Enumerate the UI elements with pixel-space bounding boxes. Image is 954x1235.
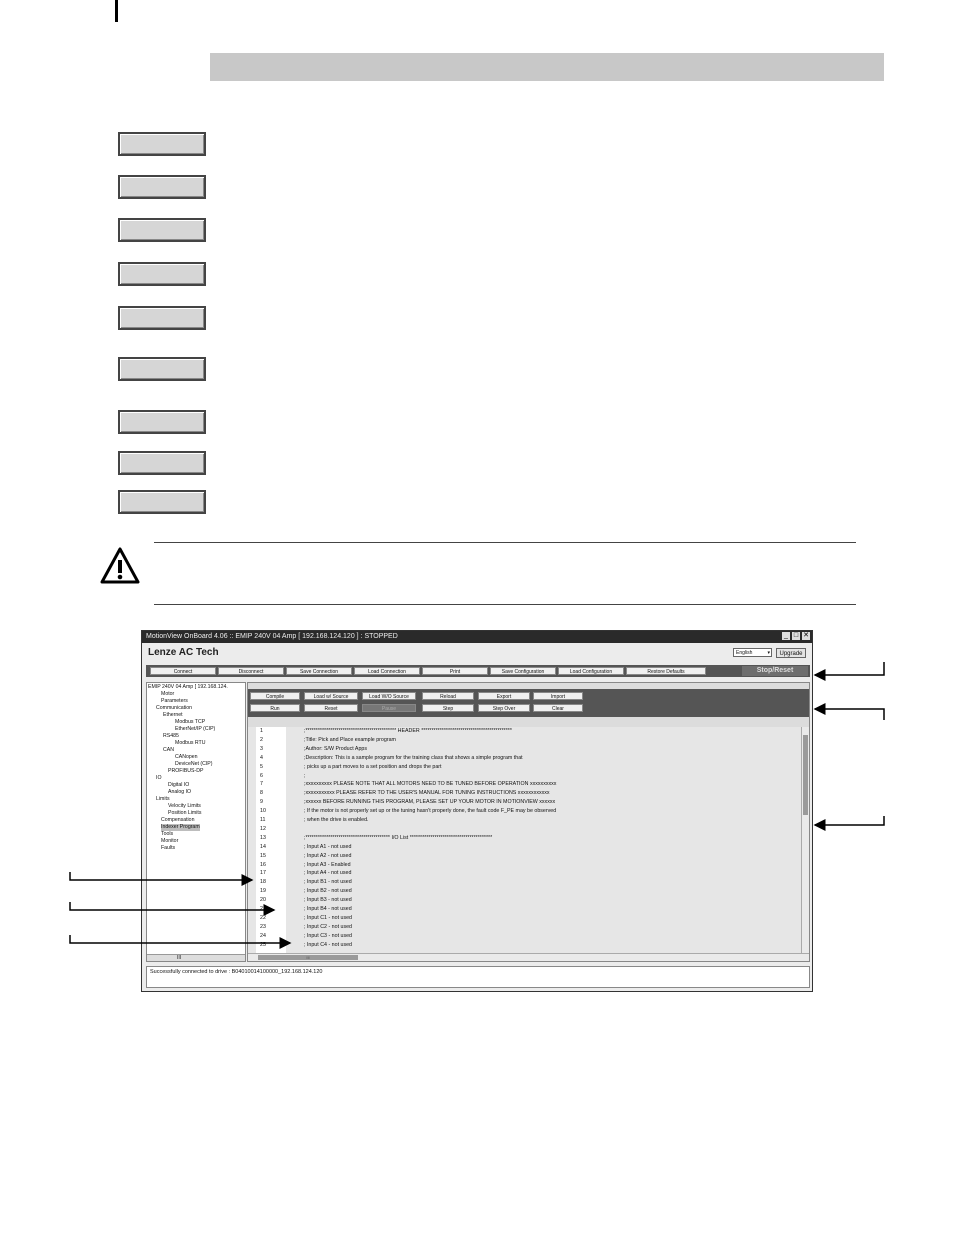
- close-icon[interactable]: ✕: [803, 632, 809, 639]
- chevron-down-icon: ▾: [767, 650, 770, 656]
- code-line[interactable]: ; Input C1 - not used: [304, 914, 352, 921]
- code-line[interactable]: ; Input C4 - not used: [304, 941, 352, 948]
- tree-item-limits[interactable]: Limits: [156, 796, 170, 802]
- line-number: 3: [260, 745, 263, 752]
- line-number: 19: [260, 888, 266, 895]
- line-number: 1: [260, 728, 263, 734]
- window-title: MotionView OnBoard 4.06 :: EMIP 240V 04 Amp [ 192.168.124.120 ] : STOPPED: [146, 633, 398, 640]
- line-number: 22: [260, 914, 266, 921]
- code-line[interactable]: ; Input A2 - not used: [304, 852, 352, 859]
- save-connection-button[interactable]: Save Connection: [286, 667, 352, 675]
- code-line[interactable]: ; Input B3 - not used: [304, 897, 352, 904]
- tree-item-digital-io[interactable]: Digital IO: [168, 782, 190, 788]
- tree-item-modbus-rtu[interactable]: Modbus RTU: [175, 740, 206, 746]
- line-number: 8: [260, 790, 263, 797]
- load-connection-button[interactable]: Load Connection: [354, 667, 420, 675]
- tree-item-analog-io[interactable]: Analog IO: [168, 789, 192, 795]
- brand-label: Lenze AC Tech: [148, 647, 219, 658]
- line-number: 23: [260, 923, 266, 930]
- tree-item-profibus[interactable]: PROFIBUS-DP: [168, 768, 204, 774]
- line-number: 20: [260, 897, 266, 904]
- line-number: 15: [260, 852, 266, 859]
- line-number: 18: [260, 879, 266, 886]
- save-configuration-button[interactable]: Save Configuration: [490, 667, 556, 675]
- line-number: 25: [260, 941, 266, 948]
- status-log: Successfully connected to drive : B04010014100000_192.168.124.120: [146, 966, 810, 988]
- print-button[interactable]: Print: [422, 667, 488, 675]
- code-line[interactable]: ; Input A4 - not used: [304, 870, 352, 877]
- import-button[interactable]: Import: [533, 692, 583, 700]
- code-line[interactable]: ; when the drive is enabled.: [304, 817, 369, 823]
- code-line[interactable]: ;: [304, 772, 306, 779]
- tree-item-position-limits[interactable]: Position Limits: [168, 810, 202, 816]
- code-line[interactable]: ;xxxxxx BEFORE RUNNING THIS PROGRAM, PLEASE SET UP YOUR MOTOR IN MOTIONVIEW xxxxxx: [304, 799, 556, 806]
- code-line[interactable]: ; picks up a part moves to a set position and drops the part: [304, 763, 442, 770]
- line-number: 2: [260, 736, 263, 743]
- horizontal-scroll-thumb[interactable]: III: [258, 955, 358, 960]
- arrow-code-text: [70, 932, 290, 943]
- line-number: 5: [260, 763, 263, 770]
- code-line[interactable]: ;******************************************** HEADER ********************************************: [304, 728, 512, 734]
- tree-item-canopen[interactable]: CANopen: [175, 754, 198, 760]
- arrow-editor-toolbar: [815, 709, 884, 720]
- tree-item-faults[interactable]: Faults: [161, 845, 176, 851]
- load-with-source-button[interactable]: Load w/ Source: [304, 692, 358, 700]
- pause-button[interactable]: Pause: [362, 704, 416, 712]
- line-number: 24: [260, 932, 266, 939]
- minimize-icon[interactable]: _: [782, 632, 790, 640]
- code-line[interactable]: ; Input C2 - not used: [304, 923, 352, 930]
- stop-reset-button[interactable]: Stop/Reset: [742, 666, 808, 676]
- tree-item-devicenet[interactable]: DeviceNet (CIP): [175, 761, 213, 767]
- restore-defaults-button[interactable]: Restore Defaults: [626, 667, 706, 675]
- clear-button[interactable]: Clear: [533, 704, 583, 712]
- line-number: 13: [260, 834, 266, 841]
- tree-item-modbus-tcp[interactable]: Modbus TCP: [175, 719, 206, 725]
- line-number: 6: [260, 772, 263, 779]
- reset-button[interactable]: Reset: [304, 704, 358, 712]
- tree-horizontal-scrollbar[interactable]: III: [147, 954, 245, 961]
- language-select[interactable]: English ▾: [733, 648, 772, 657]
- tree-item-rs485[interactable]: RS485: [163, 733, 179, 739]
- tree-item-drive[interactable]: EMIP 240V 04 Amp [ 192.168.124.: [148, 684, 228, 690]
- code-line[interactable]: ;Description: This is a sample program for the training class that shows a simple program that: [304, 754, 523, 761]
- run-button[interactable]: Run: [250, 704, 300, 712]
- tree-item-monitor[interactable]: Monitor: [161, 838, 179, 844]
- tree-item-tools[interactable]: Tools: [161, 831, 174, 837]
- code-line[interactable]: ;Author: S/W Product Apps: [304, 745, 368, 752]
- load-configuration-button[interactable]: Load Configuration: [558, 667, 624, 675]
- reload-button[interactable]: Reload: [422, 692, 474, 700]
- line-number: 12: [260, 825, 266, 832]
- disconnect-button[interactable]: Disconnect: [218, 667, 284, 675]
- arrow-stop-reset: [815, 662, 884, 675]
- maximize-icon[interactable]: □: [793, 632, 799, 639]
- arrow-gutter: [70, 872, 252, 880]
- tree-item-velocity-limits[interactable]: Velocity Limits: [168, 803, 201, 809]
- tree-item-communication[interactable]: Communication: [156, 705, 193, 711]
- tree-item-ethernet-ip[interactable]: EtherNet/IP (CIP): [175, 726, 216, 732]
- code-line[interactable]: ;xxxxxxxxxx PLEASE NOTE THAT ALL MOTORS NEED TO BE TUNED BEFORE OPERATION xxxxxxxxxx: [304, 781, 557, 788]
- step-button[interactable]: Step: [422, 704, 474, 712]
- tree-item-indexer-program[interactable]: Indexer Program: [161, 824, 200, 830]
- tree-item-parameters[interactable]: Parameters: [161, 698, 188, 704]
- line-number: 14: [260, 843, 266, 850]
- tree-item-io[interactable]: IO: [156, 775, 162, 781]
- step-over-button[interactable]: Step Over: [478, 704, 530, 712]
- arrow-scrollbar: [815, 816, 884, 825]
- code-line[interactable]: ; Input C3 - not used: [304, 932, 352, 939]
- line-number: 16: [260, 861, 266, 868]
- code-line[interactable]: ;***************************************** I/O List ****************************************: [304, 834, 493, 841]
- upgrade-button[interactable]: Upgrade: [776, 648, 806, 658]
- line-number: 4: [260, 754, 263, 761]
- code-line[interactable]: ; Input B1 - not used: [304, 879, 352, 886]
- code-line[interactable]: ; If the motor is not properly set up or the tuning hasn't properly done, the fault code F_PE may be observed: [304, 808, 557, 815]
- load-without-source-button[interactable]: Load W/O Source: [362, 692, 416, 700]
- tree-item-compensation[interactable]: Compensation: [161, 817, 195, 823]
- code-line[interactable]: ;Title: Pick and Place example program: [304, 736, 396, 743]
- line-number: 10: [260, 808, 266, 815]
- tree-item-motor[interactable]: Motor: [161, 691, 175, 697]
- line-number: 17: [260, 870, 266, 877]
- code-line[interactable]: ; Input B2 - not used: [304, 888, 352, 895]
- compile-button[interactable]: Compile: [250, 692, 300, 700]
- code-line[interactable]: ; Input A3 - Enabled: [304, 861, 351, 868]
- code-line[interactable]: ; Input B4 - not used: [304, 906, 352, 912]
- tree-item-can[interactable]: CAN: [163, 747, 174, 753]
- connect-button[interactable]: Connect: [150, 667, 216, 675]
- export-button[interactable]: Export: [478, 692, 530, 700]
- arrow-line-numbers: [70, 902, 274, 910]
- code-line[interactable]: ; Input A1 - not used: [304, 843, 352, 850]
- line-number: 21: [260, 906, 266, 912]
- code-line[interactable]: ;xxxxxxxxxxx PLEASE REFER TO THE USER'S MANUAL FOR TUNING INSTRUCTIONS xxxxxxxxxxxx: [304, 790, 550, 797]
- line-number: 11: [260, 817, 266, 823]
- line-number: 7: [260, 781, 263, 788]
- tree-item-ethernet[interactable]: Ethernet: [163, 712, 183, 718]
- line-number: 9: [260, 799, 263, 806]
